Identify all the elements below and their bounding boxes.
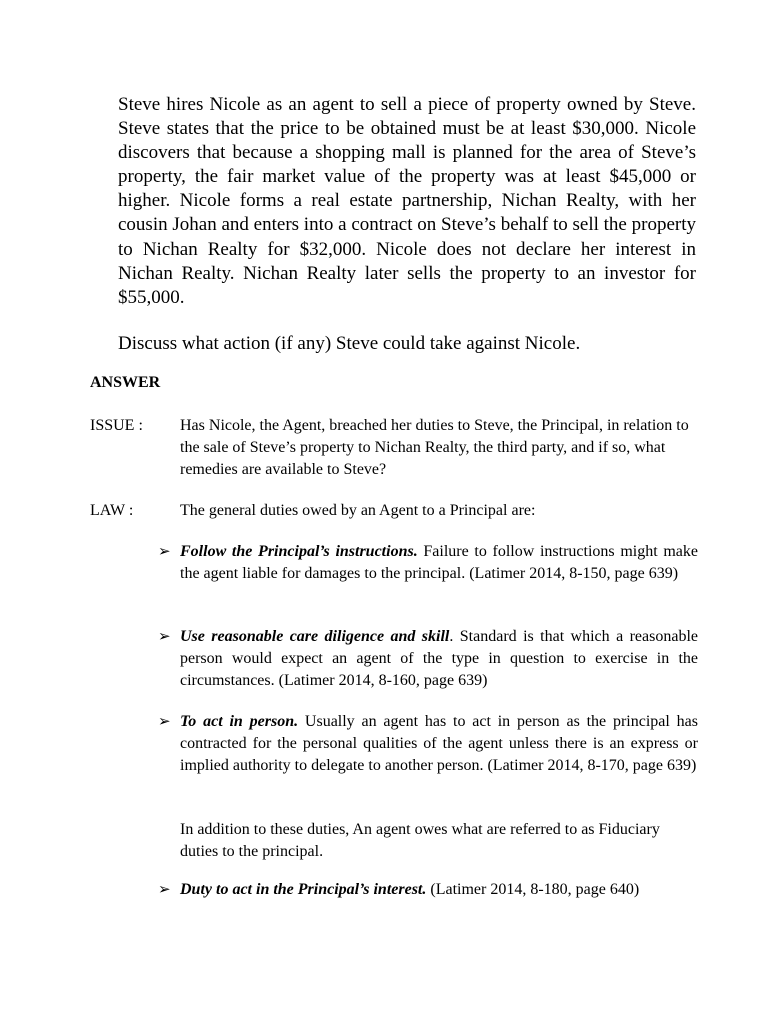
duty-title: Duty to act in the Principal’s interest. [180, 881, 427, 898]
arrow-bullet-icon: ➢ [158, 714, 171, 730]
answer-heading: ANSWER [90, 374, 161, 391]
duty-text: . Standard is that which a reasonable person would expect an agent of the type in question to exercise in the circumstances. (Latimer 2014, 8-160, page 639) [180, 628, 698, 689]
duty-text: (Latimer 2014, 8-180, page 640) [426, 881, 640, 898]
duty-title: Follow the Principal’s instructions. [180, 543, 418, 560]
arrow-bullet-icon: ➢ [158, 629, 171, 645]
duty-item [158, 541, 698, 585]
arrow-bullet-icon: ➢ [158, 882, 171, 898]
intro-paragraph: Steve hires Nicole as an agent to sell a piece of property owned by Steve. Steve states that the price to be obtained must be at least $30,000. Nicole discovers that because a shopping mall is planned for the area of Steve’s property, the fair market value of the property was at least $45,000 or higher. Nicole forms a real estate partnership, Nichan Realty, with her cousin Johan and enters into a contract on Steve’s behalf to sell the property to Nichan Realty for $32,000. Nicole does not declare her interest in Nichan Realty. Nichan Realty later sells the property to an investor for $55,000. [118, 94, 696, 308]
law-text: The general duties owed by an Agent to a Principal are: [180, 502, 536, 519]
fiduciary-note: In addition to these duties, An agent owes what are referred to as Fiduciary duties to the principal. [180, 821, 660, 860]
issue-text: Has Nicole, the Agent, breached her duties to Steve, the Principal, in relation to the sale of Steve’s property to Nichan Realty, the third party, and if so, what remedies are available to Steve? [180, 417, 689, 478]
duty-title: Use reasonable care diligence and skill [180, 628, 450, 645]
question-text: Discuss what action (if any) Steve could take against Nicole. [118, 333, 581, 354]
duty-text: Failure to follow instructions might make the agent liable for damages to the principal. (Latimer 2014, 8-150, page 639) [180, 543, 699, 582]
arrow-bullet-icon: ➢ [158, 544, 171, 560]
duty-text: Usually an agent has to act in person as the principal has contracted for the personal qualities of the agent unless there is an express or implied authority to delegate to another person. (Latimer 2014, 8-170, page 639) [180, 713, 698, 774]
duty-item [158, 626, 698, 692]
duty-item [158, 711, 698, 777]
fiduciary-duty-item [158, 879, 698, 901]
duty-title: To act in person. [180, 713, 299, 730]
law-label: LAW : [90, 502, 134, 519]
issue-label: ISSUE : [90, 417, 143, 434]
